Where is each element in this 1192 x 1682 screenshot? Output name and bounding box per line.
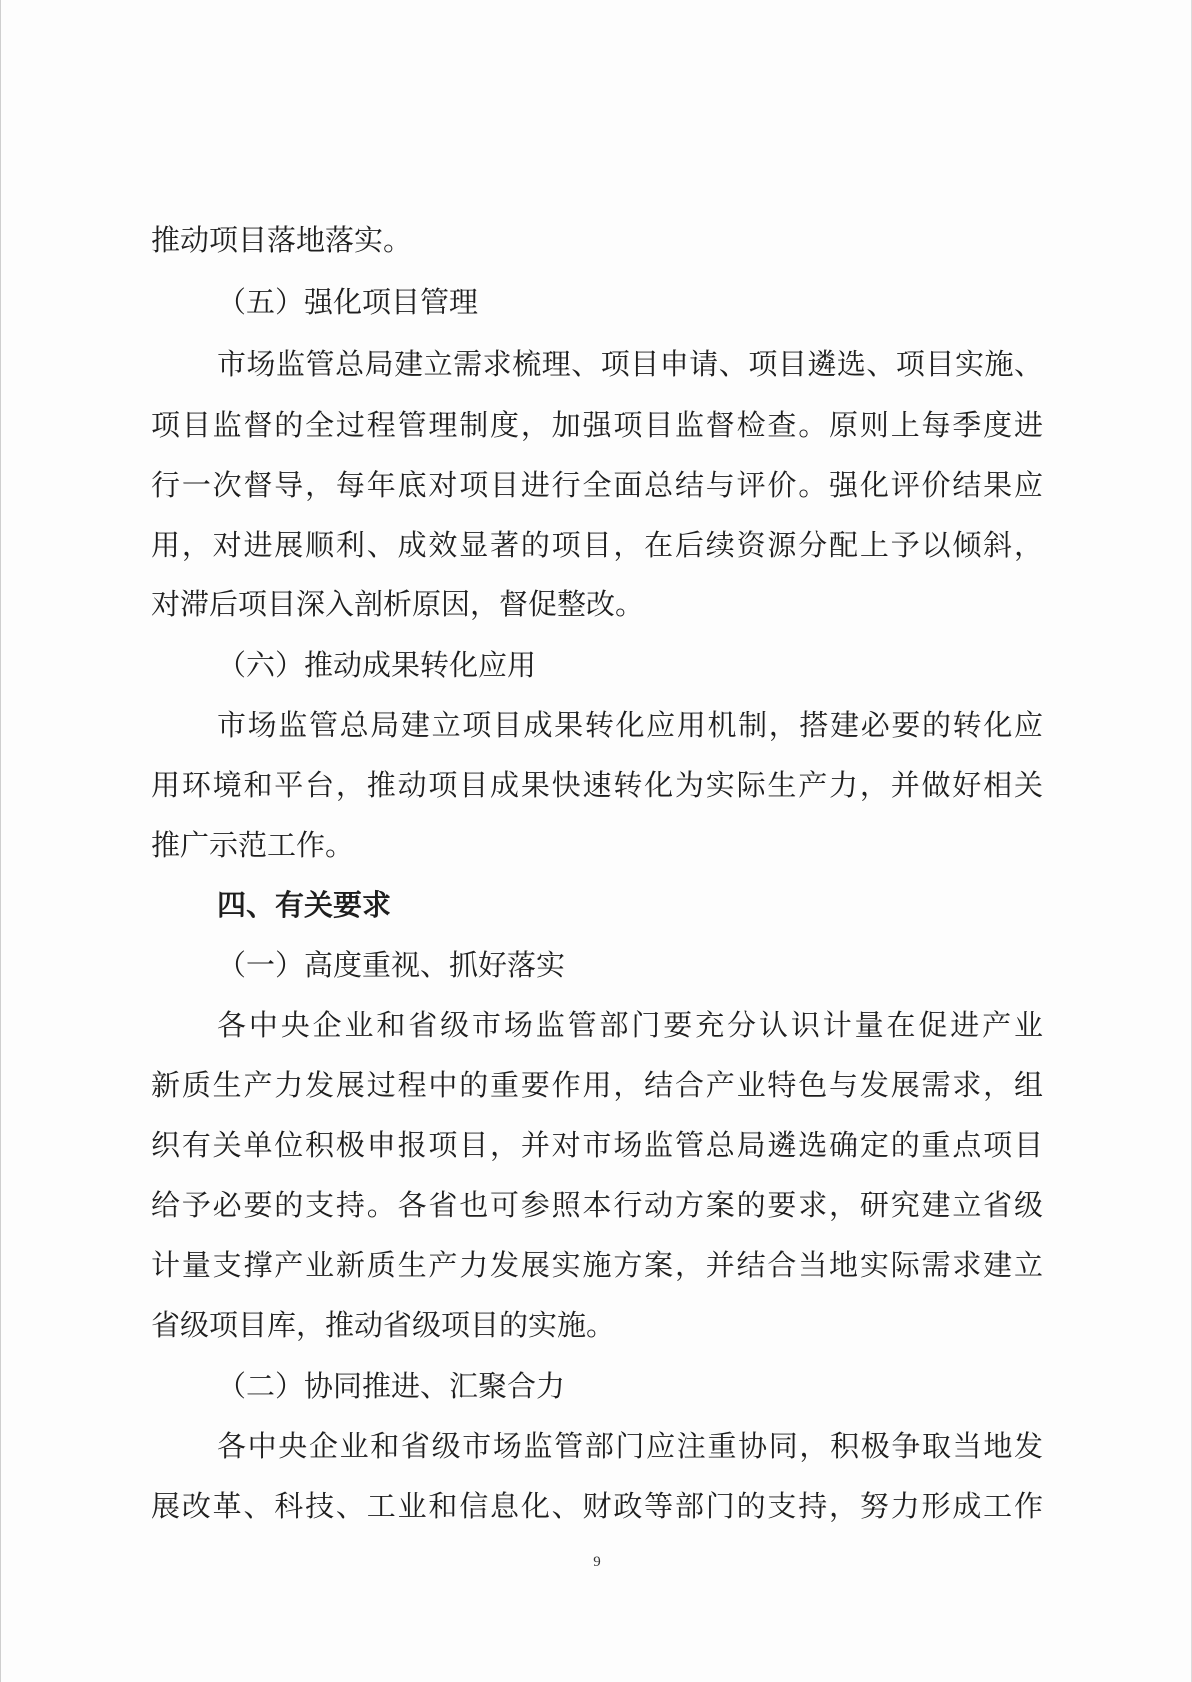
paragraph-line: 省级项目库，推动省级项目的实施。 bbox=[151, 1308, 616, 1342]
paragraph-line: 用环境和平台，推动项目成果快速转化为实际生产力，并做好相关 bbox=[151, 768, 1043, 802]
paragraph-line: 行一次督导，每年底对项目进行全面总结与评价。强化评价结果应 bbox=[151, 468, 1043, 502]
paragraph-line: 给予必要的支持。各省也可参照本行动方案的要求，研究建立省级 bbox=[151, 1188, 1043, 1222]
section-heading-2: （二）协同推进、汇聚合力 bbox=[217, 1369, 566, 1403]
paragraph-line: 展改革、科技、工业和信息化、财政等部门的支持，努力形成工作 bbox=[151, 1489, 1043, 1523]
paragraph-line: 各中央企业和省级市场监管部门要充分认识计量在促进产业 bbox=[217, 1008, 1043, 1042]
section-heading-1: （一）高度重视、抓好落实 bbox=[217, 948, 566, 982]
paragraph-line: 新质生产力发展过程中的重要作用，结合产业特色与发展需求，组 bbox=[151, 1068, 1043, 1102]
paragraph-line: 对滞后项目深入剖析原因，督促整改。 bbox=[151, 587, 645, 621]
paragraph-line: 用，对进展顺利、成效显著的项目，在后续资源分配上予以倾斜， bbox=[151, 528, 1043, 562]
paragraph-line: 推广示范工作。 bbox=[151, 828, 355, 862]
section-heading-6: （六）推动成果转化应用 bbox=[217, 648, 537, 682]
paragraph-line: 推动项目落地落实。 bbox=[151, 223, 413, 257]
paragraph-line: 项目监督的全过程管理制度，加强项目监督检查。原则上每季度进 bbox=[151, 408, 1043, 442]
section-heading-5: （五）强化项目管理 bbox=[217, 285, 479, 319]
paragraph-line: 市场监管总局建立项目成果转化应用机制，搭建必要的转化应 bbox=[217, 708, 1043, 742]
paragraph-line: 各中央企业和省级市场监管部门应注重协同，积极争取当地发 bbox=[217, 1429, 1043, 1463]
paragraph-line: 织有关单位积极申报项目，并对市场监管总局遴选确定的重点项目 bbox=[151, 1128, 1043, 1162]
paragraph-line: 计量支撑产业新质生产力发展实施方案，并结合当地实际需求建立 bbox=[151, 1248, 1043, 1282]
chapter-heading: 四、有关要求 bbox=[217, 888, 392, 922]
paragraph-line: 市场监管总局建立需求梳理、项目申请、项目遴选、项目实施、 bbox=[217, 347, 1043, 381]
page-number: 9 bbox=[593, 1554, 601, 1570]
